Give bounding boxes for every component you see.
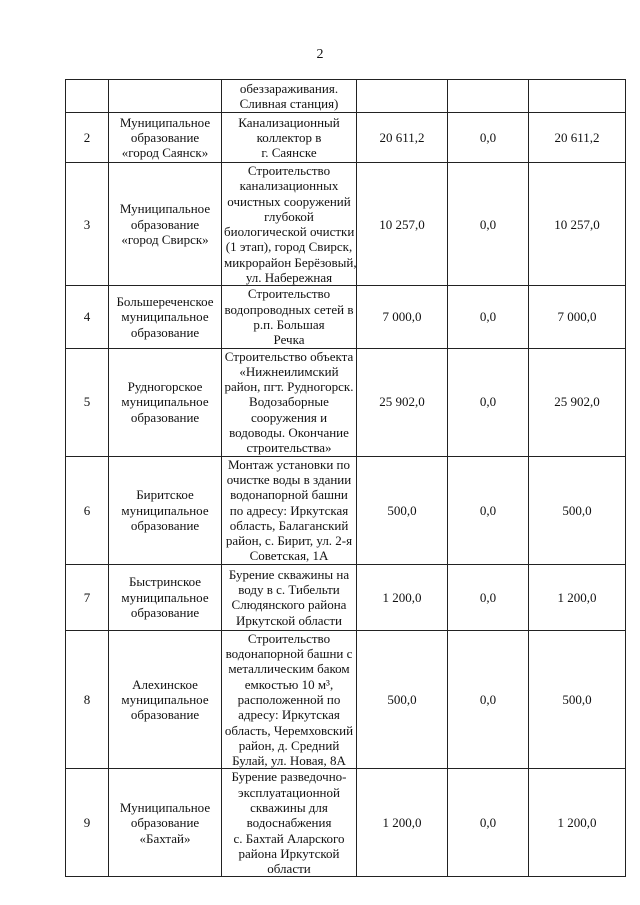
municipality-cell: [109, 286, 222, 348]
object-line: Иркутской области: [236, 612, 342, 628]
municipality-line: Муниципальное: [119, 201, 211, 217]
object-line: водонапорной башни с: [225, 646, 353, 662]
second-amount-cell: 0,0: [448, 456, 529, 564]
total-amount-cell: 25 902,0: [357, 348, 448, 456]
municipality-line: Большереченское: [116, 294, 214, 310]
object-line: область, Балаганский: [229, 517, 349, 533]
municipality-line: образование: [130, 216, 200, 232]
municipality-line: Алехинское: [132, 676, 198, 692]
total-amount-cell: 1 200,0: [357, 564, 448, 630]
municipality-cell: [109, 630, 222, 769]
object-cell: [222, 286, 357, 348]
table-row: [66, 630, 626, 769]
object-line: «Нижнеилимский: [239, 363, 339, 379]
municipality-line: «Бахтай»: [139, 830, 191, 846]
object-line: Строительство: [247, 630, 331, 646]
second-amount-cell: 0,0: [448, 113, 529, 163]
third-amount-cell: 20 611,2: [529, 113, 626, 163]
total-amount-cell: 500,0: [357, 630, 448, 769]
total-amount-cell: [357, 80, 448, 113]
object-line: водопроводных сетей в: [224, 301, 354, 317]
table-row: [66, 769, 626, 877]
row-number-cell: 5: [66, 348, 109, 456]
municipality-line: Биритское: [136, 487, 194, 503]
object-line: области: [267, 861, 311, 877]
municipality-line: образование: [130, 409, 200, 425]
object-line: район, д. Средний: [238, 737, 340, 753]
object-cell: [222, 769, 357, 877]
object-line: эксплуатационной: [238, 784, 340, 800]
object-line: коллектор в: [256, 129, 322, 145]
municipality-cell: [109, 456, 222, 564]
second-amount-cell: 0,0: [448, 630, 529, 769]
third-amount-cell: 10 257,0: [529, 163, 626, 286]
object-line: (1 этап), город Свирск,: [225, 239, 353, 255]
table-row: [66, 113, 626, 163]
third-amount-cell: 500,0: [529, 630, 626, 769]
object-line: Строительство: [247, 163, 331, 178]
object-line: ул. Набережная: [245, 270, 333, 286]
object-line: область, Черемховский: [224, 722, 354, 738]
municipality-cell: [109, 163, 222, 286]
table-row: [66, 163, 626, 286]
object-line: обеззараживания.: [239, 80, 339, 96]
municipality-cell: [109, 564, 222, 630]
total-amount-cell: 20 611,2: [357, 113, 448, 163]
municipality-line: «город Саянск»: [121, 145, 209, 161]
object-line: очистке воды в здании: [226, 471, 352, 487]
object-line: Бурение разведочно-: [231, 769, 347, 785]
total-amount-cell: 500,0: [357, 456, 448, 564]
municipality-cell: [109, 113, 222, 163]
total-amount-cell: 1 200,0: [357, 769, 448, 877]
object-line: район, с. Бирит, ул. 2-я: [225, 533, 353, 549]
municipality-line: муниципальное: [121, 394, 209, 410]
object-cell: [222, 80, 357, 113]
object-line: Советская, 1А: [249, 548, 329, 564]
municipality-cell: [109, 80, 222, 113]
object-line: р.п. Большая: [253, 316, 325, 332]
object-line: района Иркутской: [238, 845, 340, 861]
row-number-cell: 4: [66, 286, 109, 348]
third-amount-cell: 7 000,0: [529, 286, 626, 348]
object-line: водонапорной башни: [230, 487, 348, 503]
object-cell: [222, 348, 357, 456]
municipality-line: образование: [130, 324, 200, 340]
row-number-cell: 2: [66, 113, 109, 163]
object-line: Сливная станция): [239, 96, 339, 111]
object-line: Монтаж установки по: [228, 456, 350, 472]
row-number-cell: 8: [66, 630, 109, 769]
page-number: 2: [316, 47, 324, 62]
object-line: Речка: [273, 332, 305, 348]
object-cell: [222, 564, 357, 630]
table-body: [66, 80, 626, 877]
table-row: [66, 286, 626, 348]
second-amount-cell: 0,0: [448, 163, 529, 286]
second-amount-cell: [448, 80, 529, 113]
row-number-cell: 7: [66, 564, 109, 630]
object-line: металлическим баком: [228, 661, 350, 677]
object-line: Канализационный: [238, 114, 340, 130]
municipality-line: Муниципальное: [119, 799, 211, 815]
object-line: расположенной по: [237, 691, 341, 707]
object-line: Строительство: [247, 286, 331, 302]
total-amount-cell: 10 257,0: [357, 163, 448, 286]
municipality-line: образование: [130, 815, 200, 831]
table-row: [66, 456, 626, 564]
municipality-line: муниципальное: [121, 691, 209, 707]
municipality-line: Муниципальное: [119, 114, 211, 130]
object-line: Бурение скважины на: [228, 566, 350, 582]
object-line: с. Бахтай Аларского: [233, 830, 345, 846]
row-number-cell: 3: [66, 163, 109, 286]
object-line: сооружения и: [250, 409, 328, 425]
object-line: адресу: Иркутская: [238, 707, 340, 723]
third-amount-cell: 1 200,0: [529, 564, 626, 630]
object-line: водоводы. Окончание: [229, 425, 349, 441]
object-line: строительства»: [246, 440, 332, 456]
object-line: Булай, ул. Новая, 8А: [232, 753, 346, 769]
object-line: канализационных: [239, 178, 339, 194]
object-line: глубокой: [264, 208, 314, 224]
object-line: скважины для: [250, 799, 328, 815]
third-amount-cell: 1 200,0: [529, 769, 626, 877]
row-number-cell: 6: [66, 456, 109, 564]
municipality-line: образование: [130, 517, 200, 533]
row-number-cell: [66, 80, 109, 113]
municipality-line: муниципальное: [121, 589, 209, 605]
municipality-line: муниципальное: [121, 502, 209, 518]
object-line: Водозаборные: [249, 394, 329, 410]
object-line: район, пгт. Рудногорск.: [224, 379, 354, 395]
object-line: Слюдянского района: [231, 597, 347, 613]
object-line: Строительство объекта: [224, 348, 354, 364]
second-amount-cell: 0,0: [448, 286, 529, 348]
table-row: [66, 80, 626, 113]
table-row: [66, 564, 626, 630]
municipality-line: муниципальное: [121, 309, 209, 325]
second-amount-cell: 0,0: [448, 348, 529, 456]
object-cell: [222, 163, 357, 286]
object-line: емкостью 10 м³,: [244, 676, 334, 692]
municipality-cell: [109, 348, 222, 456]
total-amount-cell: 7 000,0: [357, 286, 448, 348]
municipality-cell: [109, 769, 222, 877]
table-row: [66, 348, 626, 456]
municipality-line: Рудногорское: [127, 379, 203, 395]
second-amount-cell: 0,0: [448, 564, 529, 630]
object-line: очистных сооружений: [227, 193, 351, 209]
object-line: микрорайон Берёзовый,: [224, 254, 357, 270]
municipality-line: образование: [130, 707, 200, 723]
third-amount-cell: 25 902,0: [529, 348, 626, 456]
object-line: г. Саянске: [261, 145, 317, 161]
object-line: воду в с. Тибельти: [238, 581, 340, 597]
municipality-line: образование: [130, 129, 200, 145]
object-cell: [222, 456, 357, 564]
object-cell: [222, 630, 357, 769]
third-amount-cell: [529, 80, 626, 113]
third-amount-cell: 500,0: [529, 456, 626, 564]
funding-table: [65, 79, 626, 877]
row-number-cell: 9: [66, 769, 109, 877]
object-cell: [222, 113, 357, 163]
municipality-line: «город Свирск»: [121, 231, 209, 247]
object-line: водоснабжения: [246, 815, 332, 831]
object-line: биологической очистки: [224, 224, 355, 240]
municipality-line: образование: [130, 604, 200, 620]
object-line: по адресу: Иркутская: [229, 502, 349, 518]
municipality-line: Быстринское: [128, 574, 202, 590]
second-amount-cell: 0,0: [448, 769, 529, 877]
